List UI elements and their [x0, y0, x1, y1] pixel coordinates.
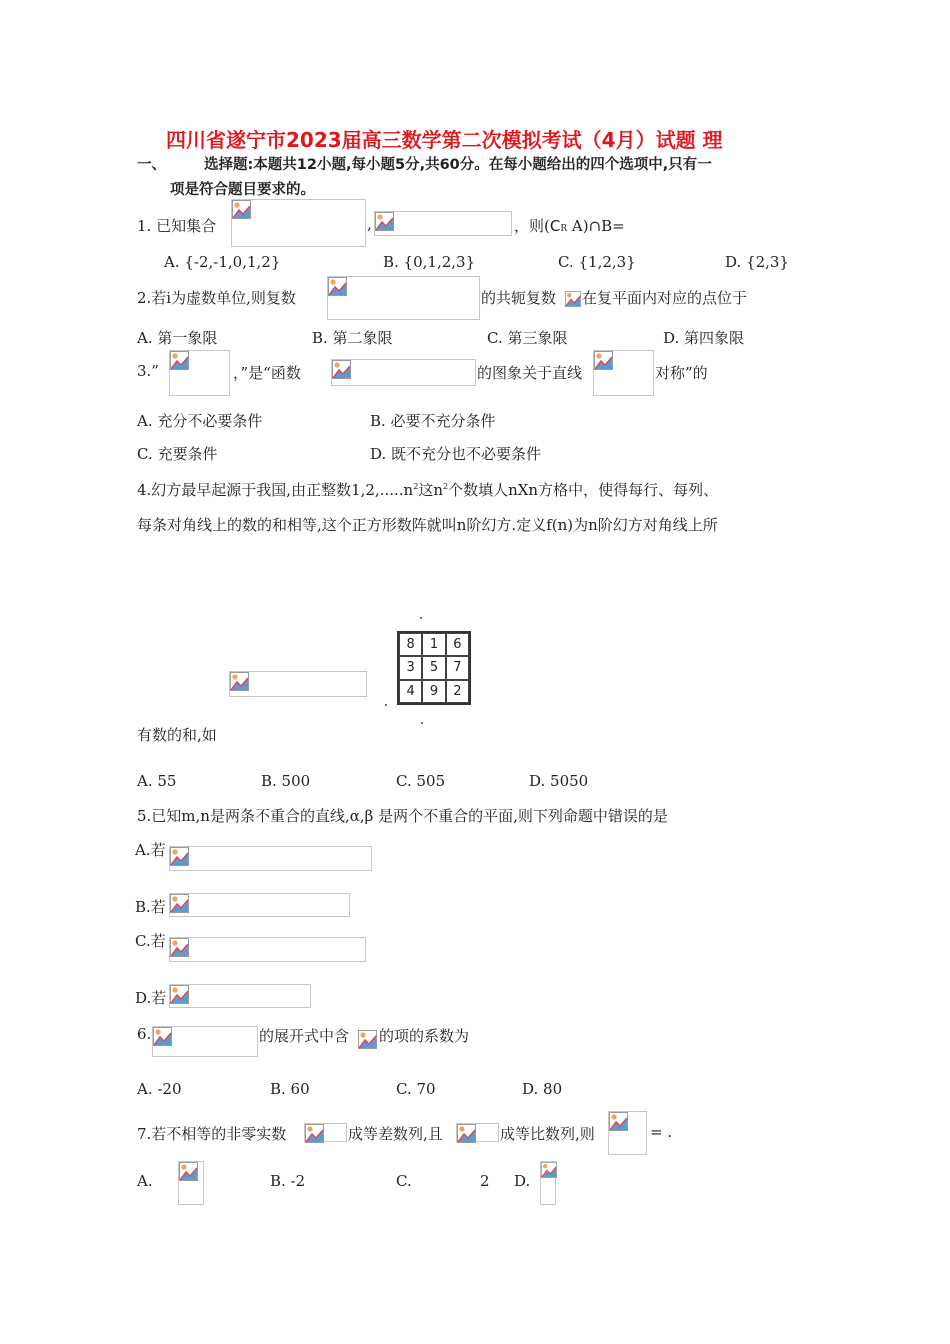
q7-option-c-value: 2 — [480, 1172, 490, 1190]
q3-option-a: A. 充分不必要条件 — [137, 412, 263, 430]
q4-option-a: A. 55 — [137, 772, 177, 790]
q2-option-d: D. 第四象限 — [663, 329, 745, 347]
q6-stem-suffix: 的项的系数为 — [379, 1027, 470, 1045]
broken-image-icon — [328, 277, 347, 296]
q5-option-c-image — [169, 937, 366, 962]
q2-stem-middle: 的共轭复数 — [481, 289, 557, 307]
q3-stem-suffix: 对称”的 — [655, 364, 708, 382]
section-instructions: 选择题:本题共12小题,每小题5分,共60分。在每小题给出的四个选项中,只有一 — [204, 157, 712, 173]
q7-stem-suffix: 成等比数列,则 — [500, 1125, 595, 1143]
q1-set-b-image — [374, 211, 512, 236]
q7-stem: 7.若不相等的非零实数 — [137, 1125, 287, 1143]
q4-option-d: D. 5050 — [529, 772, 589, 790]
broken-image-icon — [305, 1124, 324, 1143]
q5-option-b-image — [169, 893, 350, 917]
q1-option-a: A. {-2,-1,0,1,2} — [164, 253, 281, 271]
magic-square-cell: 3 — [399, 656, 422, 679]
q3-condition-image — [169, 350, 230, 396]
q7-option-b: B. -2 — [270, 1172, 306, 1190]
q3-stem-quote: ，”是“函数 — [233, 364, 301, 382]
q2-complex-image — [327, 276, 480, 320]
q1-set-a-image — [231, 199, 366, 247]
q7-option-d: D. — [514, 1172, 531, 1190]
broken-image-icon — [457, 1124, 476, 1143]
q7-expression-image — [608, 1111, 647, 1155]
q7-option-c: C. — [396, 1172, 412, 1190]
scan-dot — [421, 722, 423, 724]
scan-dot — [385, 704, 387, 706]
q5-option-c: C.若 — [135, 932, 166, 950]
q2-stem: 2.若i为虚数单位,则复数 — [137, 289, 296, 307]
q6-option-b: B. 60 — [270, 1080, 310, 1098]
q2-option-c: C. 第三象限 — [487, 329, 568, 347]
magic-square-cell: 8 — [399, 633, 422, 656]
q7-stem-middle: 成等差数列,且 — [348, 1125, 443, 1143]
broken-image-icon — [170, 894, 189, 913]
q2-option-b: B. 第二象限 — [312, 329, 393, 347]
broken-image-icon — [170, 847, 189, 866]
broken-image-icon — [358, 1030, 377, 1049]
magic-square-cell: 6 — [446, 633, 469, 656]
magic-square-cell: 1 — [422, 633, 445, 656]
q7-option-a-image — [178, 1161, 204, 1205]
magic-square-cell: 7 — [446, 656, 469, 679]
q3-option-b: B. 必要不充分条件 — [370, 412, 496, 430]
q6-term-image — [358, 1030, 378, 1053]
q3-line-image — [593, 350, 654, 396]
q4-stem-line1: 4.幻方最早起源于我国,由正整数$1,2,.....n^2$这$n^2$个数填人nXn方格中，使得每行、每列、 — [137, 481, 719, 499]
q7-option-a: A. — [137, 1172, 153, 1190]
q6-option-d: D. 80 — [522, 1080, 563, 1098]
q1-option-c: C. {1,2,3} — [558, 253, 636, 271]
broken-image-icon — [153, 1027, 172, 1046]
q4-definition-image — [229, 671, 367, 697]
q6-stem: 6. — [137, 1025, 152, 1043]
q7-sequence-image — [304, 1123, 347, 1142]
q6-option-c: C. 70 — [396, 1080, 436, 1098]
q1-option-b: B. {0,1,2,3} — [383, 253, 476, 271]
q3-function-image — [331, 359, 476, 386]
q1-stem: 1. 已知集合 — [137, 217, 217, 235]
scan-dot — [420, 617, 422, 619]
q3-option-c: C. 充要条件 — [137, 445, 218, 463]
q1-question-tail: ，则(CR A)∩B= — [514, 217, 625, 235]
q5-option-a: A.若 — [135, 841, 166, 859]
magic-square-cell: 4 — [399, 680, 422, 703]
broken-image-icon — [230, 672, 249, 691]
q7-option-d-image — [540, 1161, 556, 1205]
magic-square-cell: 5 — [422, 656, 445, 679]
q4-option-c: C. 505 — [396, 772, 446, 790]
broken-image-icon — [332, 360, 351, 379]
q4-stem-line3: 有数的和,如 — [137, 726, 217, 744]
page-title: 四川省遂宁市2023届高三数学第二次模拟考试（4月）试题 理 — [166, 128, 723, 152]
q1-option-d: D. {2,3} — [725, 253, 789, 271]
q2-conjugate-image — [565, 291, 581, 307]
q5-option-d-image — [169, 984, 311, 1008]
broken-image-icon — [232, 200, 251, 219]
broken-image-icon — [170, 351, 189, 370]
magic-square-cell: 9 — [422, 680, 445, 703]
q2-stem-suffix: 在复平面内对应的点位于 — [582, 289, 748, 307]
q6-binomial-image — [152, 1026, 258, 1057]
broken-image-icon — [541, 1162, 557, 1178]
q3-option-d: D. 既不充分也不必要条件 — [370, 445, 542, 463]
broken-image-icon — [565, 291, 581, 307]
q3-stem: 3.” — [137, 362, 159, 380]
q3-stem-middle: 的图象关于直线 — [477, 364, 583, 382]
section-instructions-cont: 项是符合题目要求的。 — [170, 182, 315, 198]
broken-image-icon — [609, 1112, 628, 1131]
q2-option-a: A. 第一象限 — [137, 329, 218, 347]
broken-image-icon — [179, 1162, 198, 1181]
q7-stem-tail: = . — [650, 1123, 673, 1141]
broken-image-icon — [170, 985, 189, 1004]
broken-image-icon — [375, 212, 394, 231]
q4-stem-line2: 每条对角线上的数的和相等,这个正方形数阵就叫n阶幻方.定义f(n)为n阶幻方对角线上所 — [137, 516, 718, 534]
q6-option-a: A. -20 — [137, 1080, 182, 1098]
q1-comma: , — [367, 215, 372, 233]
q5-option-d: D.若 — [135, 989, 167, 1007]
q7-geometric-image — [456, 1123, 499, 1142]
magic-square-cell: 2 — [446, 680, 469, 703]
section-number: 一、 — [137, 157, 166, 173]
q5-option-a-image — [169, 846, 372, 871]
broken-image-icon — [170, 938, 189, 957]
q5-stem: 5.已知m,n是两条不重合的直线,α,β 是两个不重合的平面,则下列命题中错误的是 — [137, 807, 668, 825]
q6-stem-middle: 的展开式中含 — [259, 1027, 350, 1045]
magic-square-grid — [397, 631, 471, 705]
q5-option-b: B.若 — [135, 898, 166, 916]
broken-image-icon — [594, 351, 613, 370]
q4-option-b: B. 500 — [261, 772, 311, 790]
